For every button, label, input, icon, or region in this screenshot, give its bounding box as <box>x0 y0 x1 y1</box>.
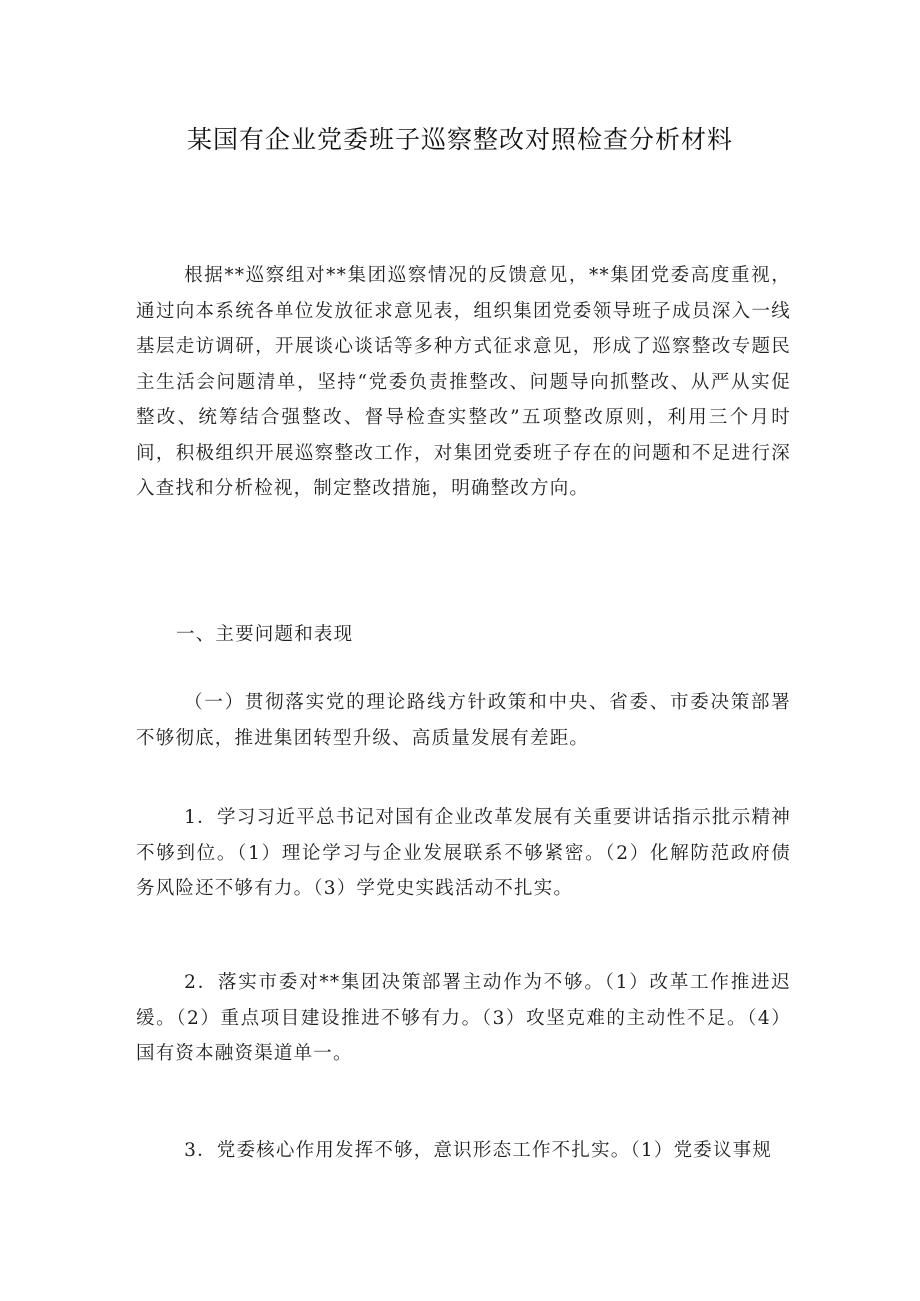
item-paragraph-3: 3．党委核心作用发挥不够，意识形态工作不扎实。（1）党委议事规 <box>184 1140 773 1161</box>
section-heading: 一、主要问题和表现 <box>176 624 354 645</box>
subsection-paragraph: （一）贯彻落实党的理论路线方针政策和中央、省委、市委决策部署不够彻底，推进集团转型升级、高质量发展有差距。 <box>136 692 791 749</box>
intro-paragraph: 根据**巡察组对**集团巡察情况的反馈意见，**集团党委高度重视，通过向本系统各单位发放征求意见表，组织集团党委领导班子成员深入一线基层走访调研，开展谈心谈话等多种方式征求意见，形成了巡察整改专题民主生活会问题清单，坚持“党委负责推整改、问题导向抓整改、从严从实促整改、统筹结合强整改、督导检查实整改”五项整改原则，利用三个月时间，积极组织开展巡察整改工作，对集团党委班子存在的问题和不足进行深入查找和分析检视，制定整改措施，明确整改方向。 <box>136 265 791 499</box>
item-paragraph-1: 1．学习习近平总书记对国有企业改革发展有关重要讲话指示批示精神不够到位。（1）理论学习与企业发展联系不够紧密。（2）化解防范政府债务风险还不够有力。（3）学党史实践活动不扎实。 <box>136 807 791 899</box>
document-title: 某国有企业党委班子巡察整改对照检查分析材料 <box>186 125 733 154</box>
item-paragraph-2: 2．落实市委对**集团决策部署主动作为不够。（1）改革工作推进迟缓。（2）重点项目建设推进不够有力。（3）攻坚克难的主动性不足。（4）国有资本融资渠道单一。 <box>136 972 791 1064</box>
